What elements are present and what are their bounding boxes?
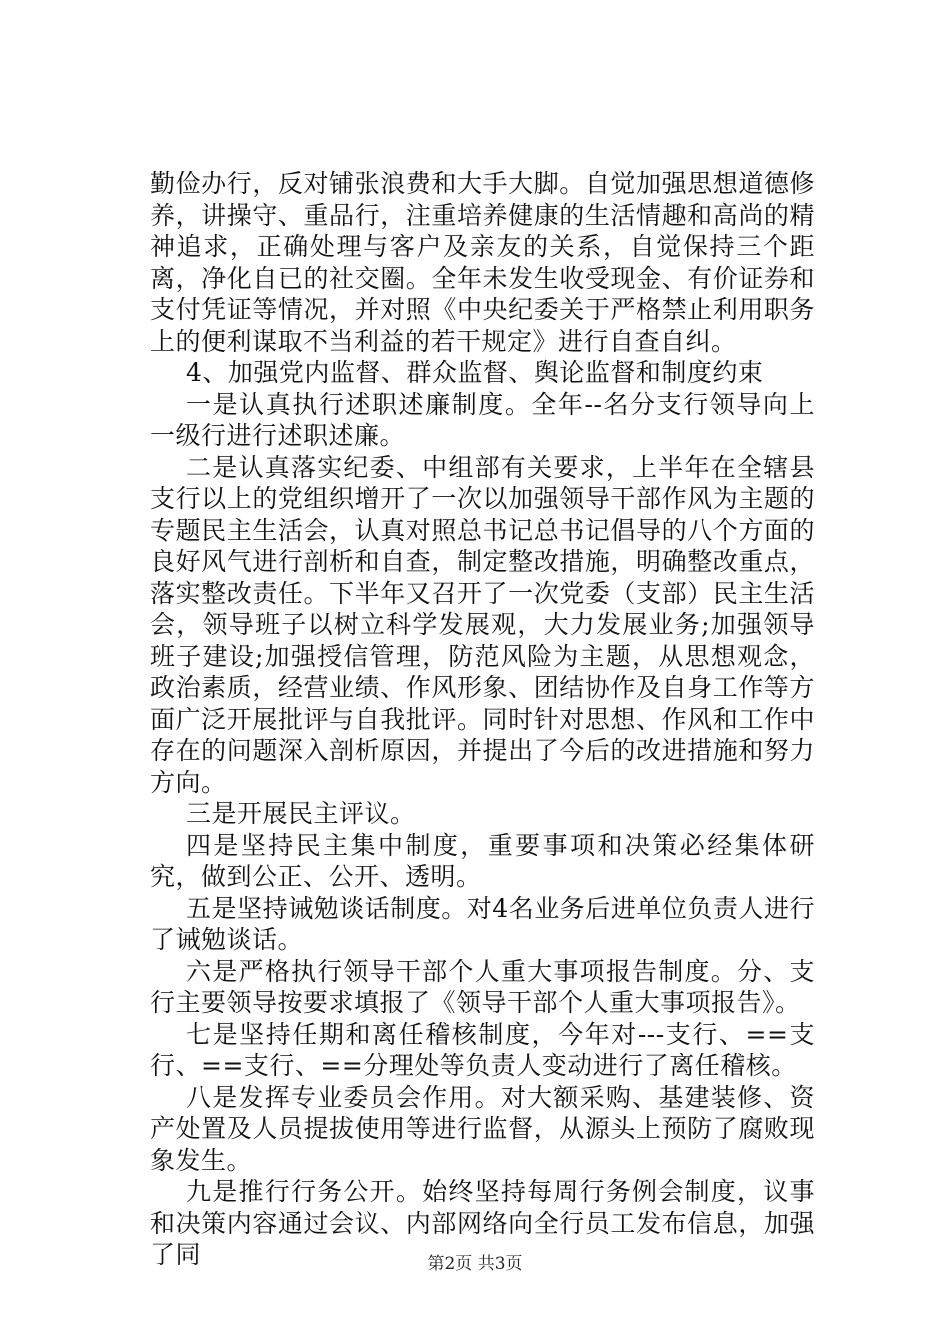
- paragraph-item-4: 四是坚持民主集中制度，重要事项和决策必经集体研究，做到公正、公开、透明。: [150, 830, 815, 891]
- paragraph-item-2: 二是认真落实纪委、中组部有关要求，上半年在全辖县支行以上的党组织增开了一次以加强领导干部作风为主题的专题民主生活会，认真对照总书记总书记倡导的八个方面的良好风气进行剖析和自查，制定整改措施，明确整改重点，落实整改责任。下半年又召开了一次党委（支部）民主生活会，领导班子以树立科学发展观，大力发展业务;加强领导班子建设;加强授信管理，防范风险为主题，从思想观念，政治素质，经营业绩、作风形象、团结协作及自身工作等方面广泛开展批评与自我批评。同时针对思想、作风和工作中存在的问题深入剖析原因，并提出了今后的改进措施和努力方向。: [150, 452, 815, 797]
- document-body: [150, 168, 815, 1271]
- paragraph-1: 勤俭办行，反对铺张浪费和大手大脚。自觉加强思想道德修养，讲操守、重品行，注重培养健康的生活情趣和高尚的精神追求，正确处理与客户及亲友的关系，自觉保持三个距离，净化自已的社交圈。全年未发生收受现金、有价证券和支付凭证等情况，并对照《中央纪委关于严格禁止利用职务上的便利谋取不当利益的若干规定》进行自查自纠。: [150, 169, 815, 356]
- paragraph-item-1: 一是认真执行述职述廉制度。全年--名分支行领导向上一级行进行述职述廉。: [150, 389, 815, 450]
- section-heading-4: 4、加强党内监督、群众监督、舆论监督和制度约束: [186, 358, 764, 387]
- paragraph-item-7: 七是坚持任期和离任稽核制度，今年对---支行、==支行、==支行、==分理处等负责人变动进行了离任稽核。: [150, 1019, 815, 1080]
- page-number-footer: 第2页 共3页: [427, 1254, 523, 1274]
- paragraph-item-9: 九是推行行务公开。始终坚持每周行务例会制度，议事和决策内容通过会议、内部网络向全行员工发布信息，加强了同: [150, 1177, 815, 1269]
- paragraph-item-6: 六是严格执行领导干部个人重大事项报告制度。分、支行主要领导按要求填报了《领导干部个人重大事项报告》。: [150, 956, 815, 1017]
- paragraph-item-8: 八是发挥专业委员会作用。对大额采购、基建装修、资产处置及人员提拔使用等进行监督，从源头上预防了腐败现象发生。: [150, 1082, 815, 1175]
- paragraph-item-5: 五是坚持诫勉谈话制度。对4名业务后进单位负责人进行了诫勉谈话。: [150, 893, 815, 954]
- paragraph-item-3: 三是开展民主评议。: [186, 799, 416, 828]
